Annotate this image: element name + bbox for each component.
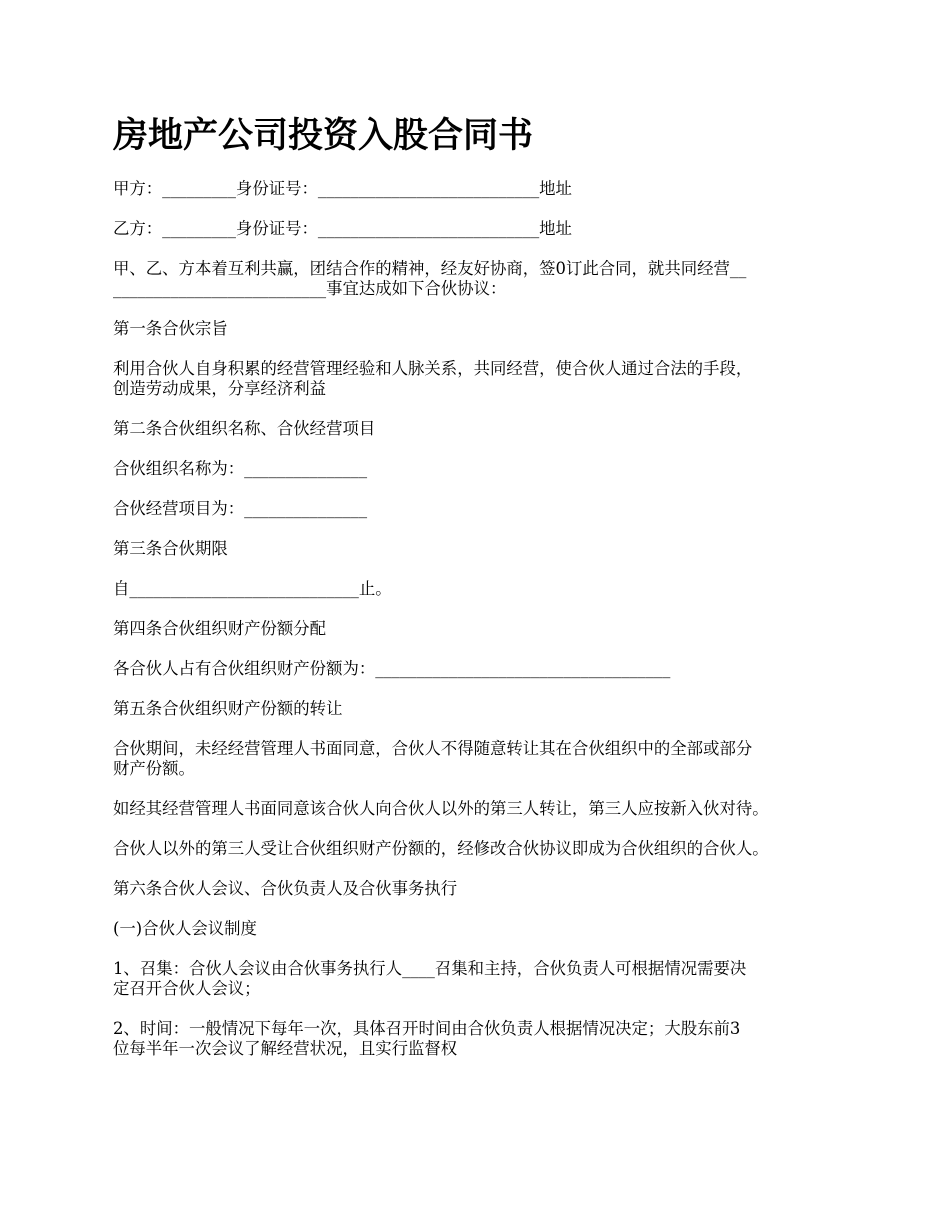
article-3-heading: 第三条合伙期限	[113, 539, 228, 558]
third-party-transfer-paragraph: 如经其经营管理人书面同意该合伙人向合伙人以外的第三人转让，第三人应按新入伙对待。	[113, 799, 769, 818]
organization-name-line: 合伙组织名称为：_______________	[113, 459, 368, 478]
document-page	[113, 112, 853, 1079]
share-allocation-line: 各合伙人占有合伙组织财产份额为：____________________________________	[113, 659, 671, 678]
article-5-heading: 第五条合伙组织财产份额的转让	[113, 699, 343, 718]
article-1-body: 利用合伙人自身积累的经营管理经验和人脉关系，共同经营，使合伙人通过合法的手段， 创造劳动成果，分享经济利益	[113, 359, 753, 398]
article-4-heading: 第四条合伙组织财产份额分配	[113, 619, 327, 638]
preamble-paragraph: 甲、乙、方本着互利共赢，团结合作的精神，经友好协商，签0订此合同，就共同经营__ __________________________事宜达成如下合伙协议：	[113, 259, 747, 298]
business-project-line: 合伙经营项目为：_______________	[113, 499, 368, 518]
meeting-time-clause: 2、时间：一般情况下每年一次，具体召开时间由合伙负责人根据情况决定；大股东前3 位每半年一次会议了解经营状况，且实行监督权	[113, 1019, 741, 1058]
convening-clause: 1、召集：合伙人会议由合伙事务执行人____召集和主持，合伙负责人可根据情况需要决 定召开合伙人会议；	[113, 959, 747, 998]
party-b-line: 乙方：_________身份证号：___________________________地址	[113, 219, 572, 238]
document-title: 房地产公司投资入股合同书	[113, 115, 534, 156]
article-2-heading: 第二条合伙组织名称、合伙经营项目	[113, 419, 376, 438]
new-partner-paragraph: 合伙人以外的第三人受让合伙组织财产份额的，经修改合伙协议即成为合伙组织的合伙人。	[113, 839, 769, 858]
article-1-heading: 第一条合伙宗旨	[113, 319, 228, 338]
article-6-heading: 第六条合伙人会议、合伙负责人及合伙事务执行	[113, 879, 458, 898]
meeting-system-heading: (一)合伙人会议制度	[113, 919, 257, 938]
party-a-line: 甲方：_________身份证号：___________________________地址	[113, 179, 572, 198]
transfer-restriction-paragraph: 合伙期间，未经经营管理人书面同意，合伙人不得随意转让其在合伙组织中的全部或部分 财产份额。	[113, 739, 753, 778]
term-line: 自____________________________止。	[113, 579, 392, 598]
